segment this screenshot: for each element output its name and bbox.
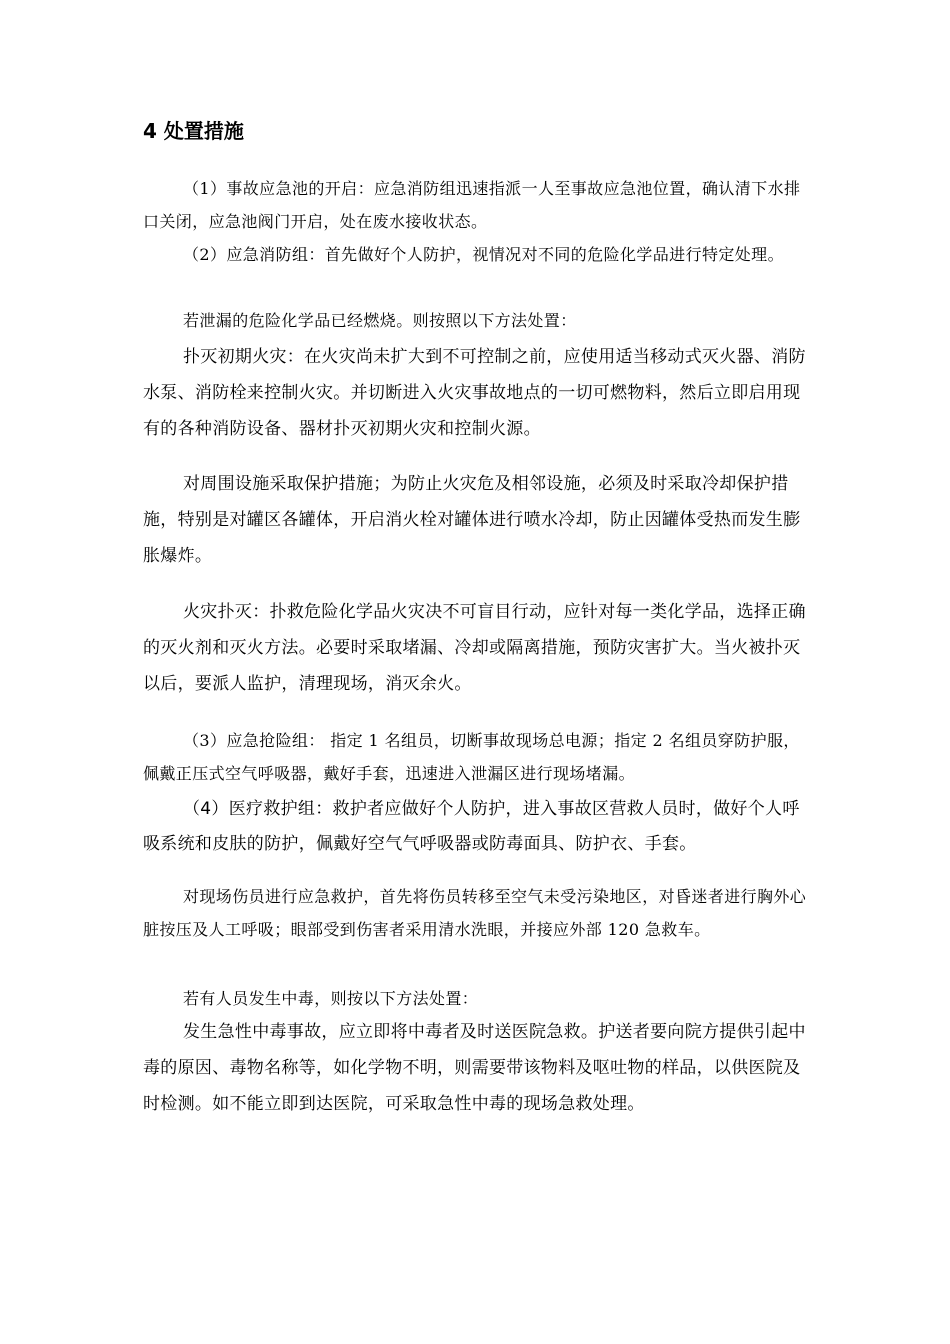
paragraph-initial-fire: 扑灭初期火灾：在火灾尚未扩大到不可控制之前，应使用适当移动式灭火器、消防水泵、消防栓来控制火灾。并切断进入火灾事故地点的一切可燃物料，然后立即启用现有的各种消防设备、器材扑灭初期火灾和控制火源。 [143,347,806,439]
paragraph-poisoning: 若有人员发生中毒，则按以下方法处置： [183,989,479,1008]
paragraph-fire-team: （2）应急消防组：首先做好个人防护，视情况对不同的危险化学品进行特定处理。 [183,245,784,264]
paragraph-medical-team: （4）医疗救护组：救护者应做好个人防护，进入事故区营救人员时，做好个人呼吸系统和皮肤的防护，佩戴好空气气呼吸器或防毒面具、防护衣、手套。 [143,799,800,854]
section-heading: 4 处置措施 [143,119,244,143]
paragraph-emergency-pool: （1）事故应急池的开启：应急消防组迅速指派一人至事故应急池位置，确认清下水排口关闭，应急池阀门开启，处在废水接收状态。 [143,179,801,231]
paragraph-fire-extinguish: 火灾扑灭：扑救危险化学品火灾决不可盲目行动，应针对每一类化学品，选择正确的灭火剂和灭火方法。必要时采取堵漏、冷却或隔离措施，预防灾害扩大。当火被扑灭以后，要派人监护，清理现场，消灭余火。 [143,602,806,694]
paragraph-acute-poisoning: 发生急性中毒事故，应立即将中毒者及时送医院急救。护送者要向院方提供引起中毒的原因、毒物名称等，如化学物不明，则需要带该物料及呕吐物的样品，以供医院及时检测。如不能立即到达医院，可采取急性中毒的现场急救处理。 [143,1022,806,1114]
paragraph-protect-facilities: 对周围设施采取保护措施；为防止火灾危及相邻设施，必须及时采取冷却保护措施，特别是对罐区各罐体，开启消火栓对罐体进行喷水冷却，防止因罐体受热而发生膨胀爆炸。 [143,474,801,566]
paragraph-first-aid: 对现场伤员进行应急救护，首先将伤员转移至空气未受污染地区，对昏迷者进行胸外心脏按压及人工呼吸；眼部受到伤害者采用清水洗眼，并接应外部 120 急救车。 [143,887,807,939]
paragraph-rescue-team: （3）应急抢险组： 指定 1 名组员，切断事故现场总电源；指定 2 名组员穿防护服，佩戴正压式空气呼吸器，戴好手套，迅速进入泄漏区进行现场堵漏。 [143,731,800,783]
paragraph-burning-leak: 若泄漏的危险化学品已经燃烧。则按照以下方法处置： [183,311,577,330]
